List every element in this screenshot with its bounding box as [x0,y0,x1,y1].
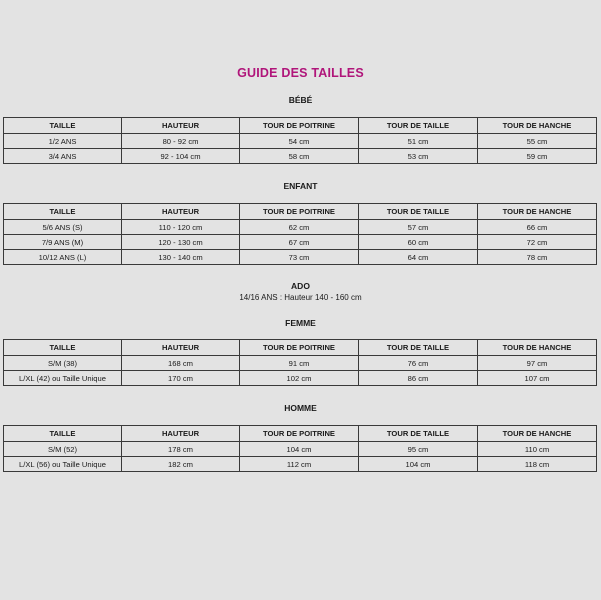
table-cell: 72 cm [478,235,597,250]
table-cell: 110 cm [478,442,597,457]
table-header-row [4,426,597,442]
table-cell: 10/12 ANS (L) [4,250,122,265]
table-cell: 104 cm [240,442,359,457]
column-header: TOUR DE TAILLE [359,340,478,356]
table-cell: 54 cm [240,134,359,149]
table-cell: 62 cm [240,220,359,235]
section-title-enfant: ENFANT [283,181,318,191]
size-table-bebe [3,117,597,164]
table-cell: 5/6 ANS (S) [4,220,122,235]
column-header: TOUR DE POITRINE [240,340,359,356]
table-header-row [4,204,597,220]
table-cell: 91 cm [240,356,359,371]
table-cell: 66 cm [478,220,597,235]
table-cell: S/M (38) [4,356,122,371]
column-header: TAILLE [4,204,122,220]
table-cell: 1/2 ANS [4,134,122,149]
table-cell: 95 cm [359,442,478,457]
table-cell: 80 - 92 cm [122,134,240,149]
size-table-femme [3,339,597,386]
table-row [4,371,597,386]
table-cell: 60 cm [359,235,478,250]
table-cell: 97 cm [478,356,597,371]
section-title-homme: HOMME [284,403,317,413]
table-cell: 182 cm [122,457,240,472]
table-row [4,149,597,164]
table-cell: 120 - 130 cm [122,235,240,250]
table-cell: 110 - 120 cm [122,220,240,235]
table-cell: 59 cm [478,149,597,164]
column-header: TOUR DE TAILLE [359,204,478,220]
column-header: TOUR DE POITRINE [240,426,359,442]
table-cell: 107 cm [478,371,597,386]
column-header: TOUR DE HANCHE [478,340,597,356]
table-cell: 112 cm [240,457,359,472]
table-row [4,235,597,250]
section-title-ado: ADO [291,281,310,291]
column-header: TOUR DE TAILLE [359,118,478,134]
table-header-row [4,118,597,134]
column-header: TOUR DE POITRINE [240,118,359,134]
table-cell: 86 cm [359,371,478,386]
table-cell: 7/9 ANS (M) [4,235,122,250]
table-cell: 53 cm [359,149,478,164]
table-cell: 170 cm [122,371,240,386]
table-cell: 78 cm [478,250,597,265]
column-header: TAILLE [4,340,122,356]
table-header-row [4,340,597,356]
table-row [4,134,597,149]
column-header: TOUR DE HANCHE [478,204,597,220]
section-title-femme: FEMME [285,318,316,328]
column-header: TOUR DE HANCHE [478,426,597,442]
table-row [4,250,597,265]
column-header: TOUR DE POITRINE [240,204,359,220]
section-title-bebe: BÉBÉ [288,95,313,105]
column-header: HAUTEUR [122,340,240,356]
column-header: TOUR DE HANCHE [478,118,597,134]
page-title: GUIDE DES TAILLES [237,66,364,80]
size-table-homme [3,425,597,472]
table-cell: 64 cm [359,250,478,265]
table-cell: L/XL (56) ou Taille Unique [4,457,122,472]
table-cell: 178 cm [122,442,240,457]
table-cell: 92 - 104 cm [122,149,240,164]
table-cell: 130 - 140 cm [122,250,240,265]
column-header: TOUR DE TAILLE [359,426,478,442]
table-cell: 57 cm [359,220,478,235]
table-cell: 168 cm [122,356,240,371]
size-table-enfant [3,203,597,265]
table-cell: 51 cm [359,134,478,149]
table-cell: 3/4 ANS [4,149,122,164]
table-cell: L/XL (42) ou Taille Unique [4,371,122,386]
table-cell: 58 cm [240,149,359,164]
table-row [4,220,597,235]
table-cell: 118 cm [478,457,597,472]
column-header: HAUTEUR [122,426,240,442]
table-cell: 76 cm [359,356,478,371]
table-row [4,457,597,472]
column-header: HAUTEUR [122,204,240,220]
table-cell: S/M (52) [4,442,122,457]
table-row [4,356,597,371]
ado-note: 14/16 ANS : Hauteur 140 - 160 cm [239,293,362,302]
column-header: TAILLE [4,426,122,442]
column-header: TAILLE [4,118,122,134]
table-cell: 73 cm [240,250,359,265]
column-header: HAUTEUR [122,118,240,134]
table-cell: 104 cm [359,457,478,472]
table-cell: 67 cm [240,235,359,250]
table-cell: 102 cm [240,371,359,386]
table-row [4,442,597,457]
table-cell: 55 cm [478,134,597,149]
